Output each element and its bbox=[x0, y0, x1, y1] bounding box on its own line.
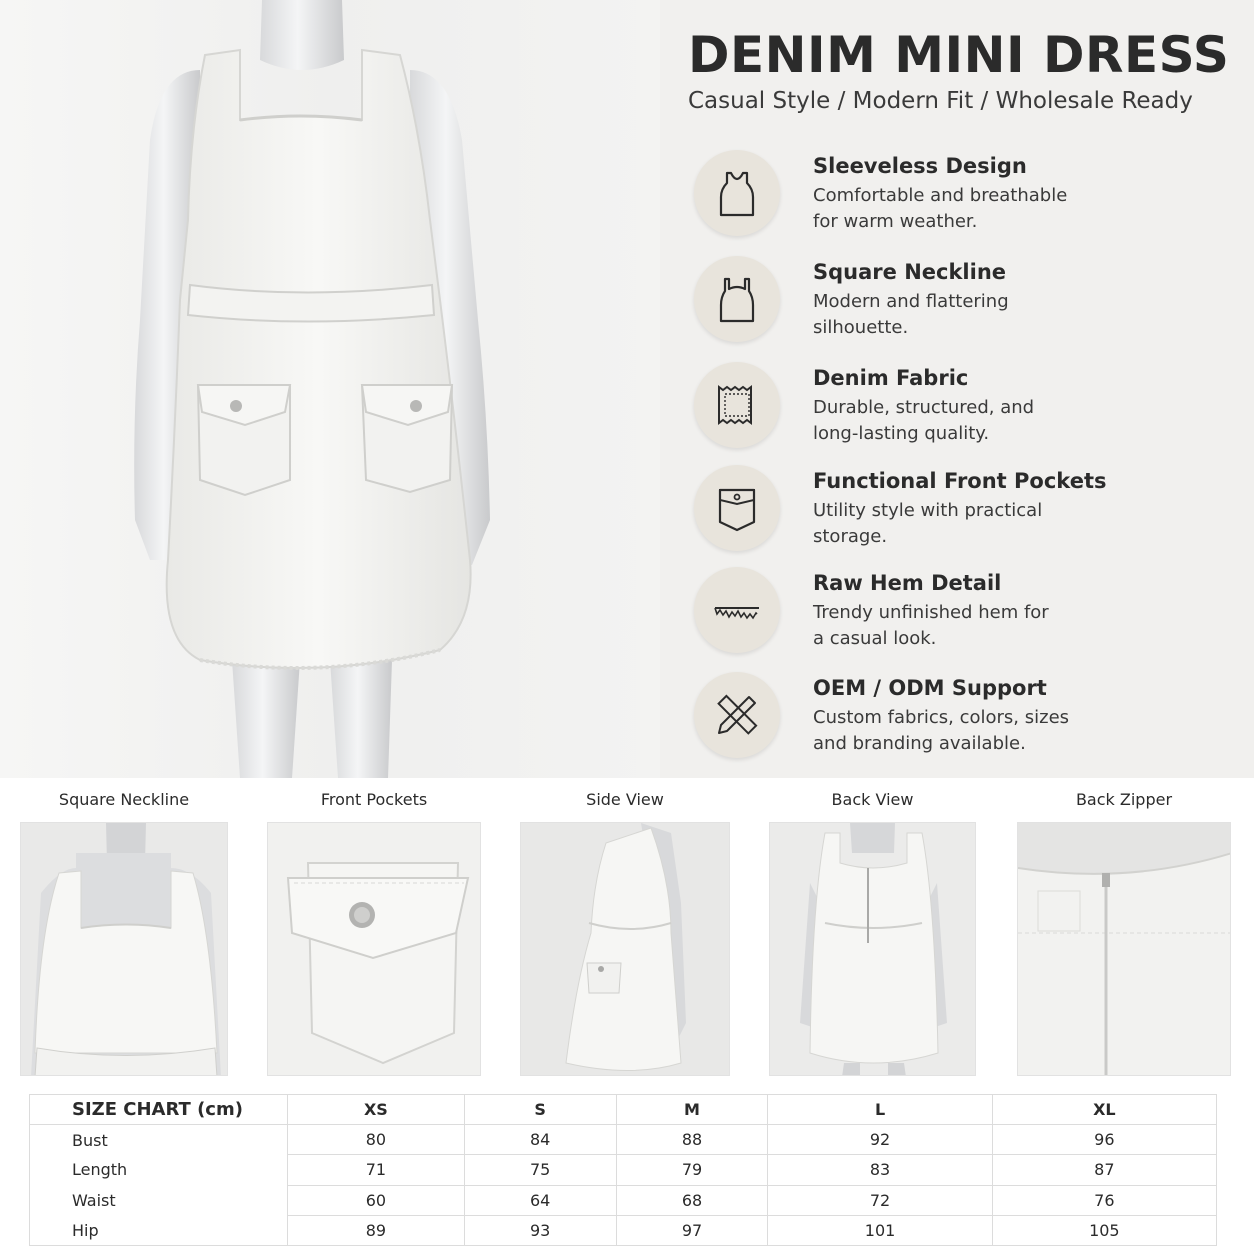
thumbnail-front-pockets[interactable] bbox=[267, 822, 481, 1076]
feature-title: Raw Hem Detail bbox=[813, 571, 1002, 595]
feature-title: Functional Front Pockets bbox=[813, 469, 1107, 493]
size-chart-title: SIZE CHART (cm) bbox=[30, 1095, 288, 1125]
feature-title: Sleeveless Design bbox=[813, 154, 1027, 178]
table-cell: 75 bbox=[464, 1155, 616, 1185]
table-row bbox=[30, 1155, 1217, 1185]
pocket-icon bbox=[694, 465, 780, 551]
table-cell: 84 bbox=[464, 1125, 616, 1155]
thumbnail-square-neckline[interactable] bbox=[20, 822, 228, 1076]
feature-square-neckline bbox=[694, 256, 1234, 351]
table-cell: 88 bbox=[616, 1125, 768, 1155]
pencil-ruler-icon bbox=[694, 672, 780, 758]
table-row bbox=[30, 1185, 1217, 1215]
table-cell: 101 bbox=[768, 1215, 992, 1245]
feature-description: Durable, structured, and long-lasting quality. bbox=[813, 397, 1035, 444]
table-cell: 96 bbox=[992, 1125, 1216, 1155]
thumbnail-back-view[interactable] bbox=[769, 822, 976, 1076]
feature-raw-hem bbox=[694, 567, 1234, 662]
table-row bbox=[30, 1215, 1217, 1245]
table-cell: 83 bbox=[768, 1155, 992, 1185]
feature-description: Modern and flattering silhouette. bbox=[813, 291, 1009, 338]
tank-top-icon bbox=[694, 150, 780, 236]
measurement-label: Length bbox=[30, 1155, 288, 1185]
feature-title: Square Neckline bbox=[813, 260, 1007, 284]
feature-title: OEM / ODM Support bbox=[813, 676, 1047, 700]
thumb-label-front-pockets: Front Pockets bbox=[320, 790, 428, 809]
fabric-swatch-icon bbox=[694, 362, 780, 448]
table-cell: 71 bbox=[288, 1155, 465, 1185]
table-cell: 93 bbox=[464, 1215, 616, 1245]
table-cell: 87 bbox=[992, 1155, 1216, 1185]
feature-description: Utility style with practical storage. bbox=[813, 500, 1043, 547]
table-cell: 105 bbox=[992, 1215, 1216, 1245]
table-cell: 97 bbox=[616, 1215, 768, 1245]
table-cell: 72 bbox=[768, 1185, 992, 1215]
raw-hem-icon bbox=[694, 567, 780, 653]
product-subtitle: Casual Style / Modern Fit / Wholesale Ready bbox=[688, 88, 1193, 114]
table-cell: 64 bbox=[464, 1185, 616, 1215]
thumb-label-square-neckline: Square Neckline bbox=[58, 790, 190, 809]
size-chart-header-row bbox=[30, 1095, 1217, 1125]
measurement-label: Hip bbox=[30, 1215, 288, 1245]
table-cell: 68 bbox=[616, 1185, 768, 1215]
size-header: S bbox=[464, 1095, 616, 1125]
thumbnail-back-zipper[interactable] bbox=[1017, 822, 1231, 1076]
thumb-label-back-view: Back View bbox=[831, 790, 914, 809]
main-product-photo bbox=[0, 0, 660, 778]
table-cell: 80 bbox=[288, 1125, 465, 1155]
feature-sleeveless bbox=[694, 150, 1234, 245]
size-header: M bbox=[616, 1095, 768, 1125]
table-cell: 79 bbox=[616, 1155, 768, 1185]
measurement-label: Waist bbox=[30, 1185, 288, 1215]
table-row bbox=[30, 1125, 1217, 1155]
thumbnail-side-view[interactable] bbox=[520, 822, 730, 1076]
feature-oem-odm bbox=[694, 672, 1234, 767]
feature-denim-fabric bbox=[694, 362, 1234, 457]
feature-description: Custom fabrics, colors, sizes and branding available. bbox=[813, 707, 1070, 754]
size-header: XL bbox=[992, 1095, 1216, 1125]
table-cell: 89 bbox=[288, 1215, 465, 1245]
size-chart bbox=[29, 1094, 1217, 1246]
table-cell: 60 bbox=[288, 1185, 465, 1215]
measurement-label: Bust bbox=[30, 1125, 288, 1155]
size-header: XS bbox=[288, 1095, 465, 1125]
table-cell: 76 bbox=[992, 1185, 1216, 1215]
table-cell: 92 bbox=[768, 1125, 992, 1155]
feature-description: Trendy unfinished hem for a casual look. bbox=[813, 602, 1049, 649]
thumb-label-side-view: Side View bbox=[586, 790, 664, 809]
feature-front-pockets bbox=[694, 465, 1234, 560]
size-chart-table bbox=[29, 1094, 1217, 1246]
size-header: L bbox=[768, 1095, 992, 1125]
feature-title: Denim Fabric bbox=[813, 366, 969, 390]
square-neckline-icon bbox=[694, 256, 780, 342]
product-title: DENIM MINI DRESS bbox=[688, 26, 1230, 84]
thumb-label-back-zipper: Back Zipper bbox=[1075, 790, 1173, 809]
feature-description: Comfortable and breathable for warm weather. bbox=[813, 185, 1068, 232]
